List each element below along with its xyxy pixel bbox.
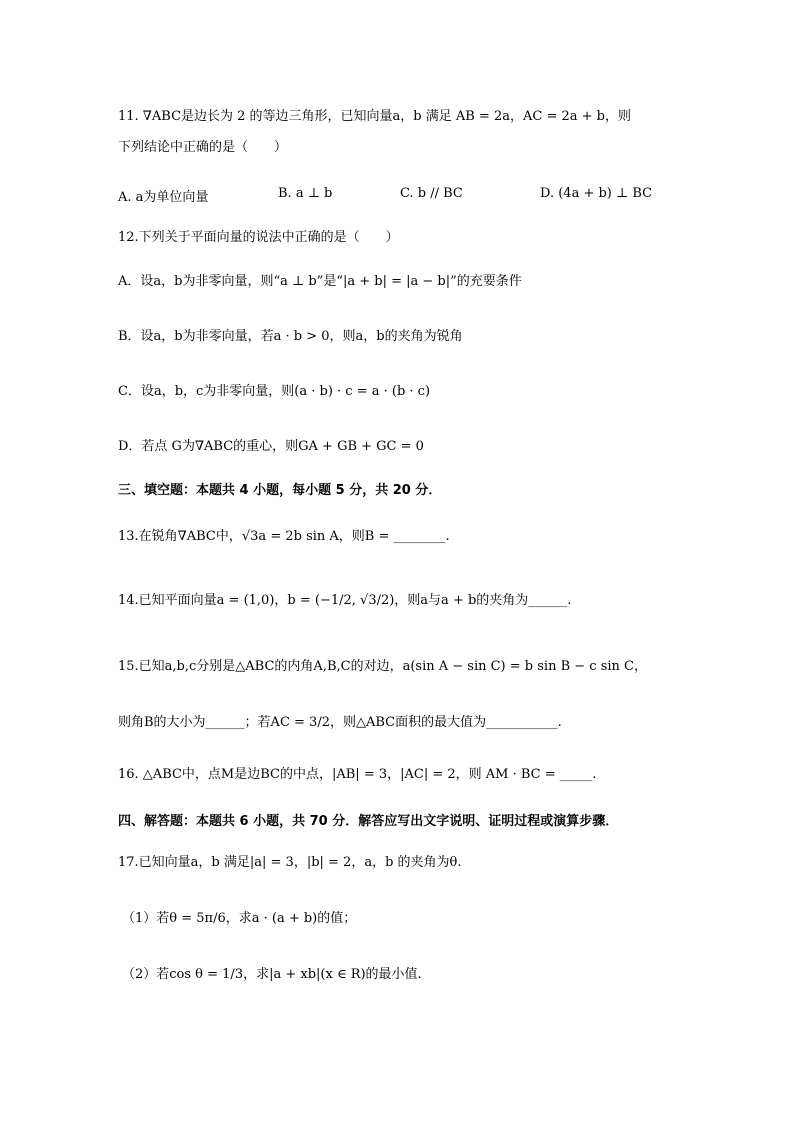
section-4-heading: 四、解答题：本题共 6 小题，共 70 分．解答应写出文字说明、证明过程或演算步骤．: [118, 814, 619, 829]
q14: 14.已知平面向量a = (1,0)，b = (−1/2, √3/2)，则a与a + b的夹角为______.: [118, 593, 572, 608]
q17-stem: 17.已知向量a，b 满足|a| = 3，|b| = 2，a，b 的夹角为θ.: [118, 855, 462, 870]
q11-stem-line1: 11. ∇ABC是边长为 2 的等边三角形，已知向量a，b 满足 AB = 2a，AC = 2a + b，则: [118, 109, 631, 124]
q17-part1: （1）若θ = 5π/6，求a · (a + b)的值；: [122, 911, 357, 926]
q13: 13.在锐角∇ABC中，√3a = 2b sin A，则B = ________.: [118, 529, 450, 544]
q15-line2: 则角B的大小为______；若AC = 3/2，则△ABC面积的最大值为___________.: [118, 715, 562, 730]
q15-line1: 15.已知a,b,c分别是△ABC的内角A,B,C的对边，a(sin A − sin C) = b sin B − c sin C，: [118, 659, 647, 674]
section-3-heading: 三、填空题：本题共 4 小题，每小题 5 分，共 20 分．: [118, 483, 442, 498]
q11-option-c: C. b // BC: [400, 186, 463, 201]
q12-stem: 12.下列关于平面向量的说法中正确的是（ ）: [118, 230, 399, 245]
q17-part2: （2）若cos θ = 1/3，求|a + xb|(x ∈ R)的最小值.: [122, 967, 422, 982]
q12-option-d: D．若点 G为∇ABC的重心，则GA + GB + GC = 0: [118, 439, 424, 454]
q11-stem-line2: 下列结论中正确的是（ ）: [118, 140, 288, 155]
q11-option-b: B. a ⊥ b: [278, 186, 333, 201]
q11-option-a: A. a为单位向量: [118, 190, 209, 205]
q12-option-a: A．设a，b为非零向量，则“a ⊥ b”是“|a + b| = |a − b|”的充要条件: [118, 274, 522, 289]
q16: 16. △ABC中，点M是边BC的中点，|AB| = 3，|AC| = 2，则 AM · BC = _____.: [118, 767, 597, 782]
q11-option-d: D. (4a + b) ⊥ BC: [540, 186, 653, 201]
q12-option-c: C．设a，b，c为非零向量，则(a · b) · c = a · (b · c): [118, 384, 431, 399]
q12-option-b: B．设a，b为非零向量，若a · b > 0，则a，b的夹角为锐角: [118, 329, 463, 344]
